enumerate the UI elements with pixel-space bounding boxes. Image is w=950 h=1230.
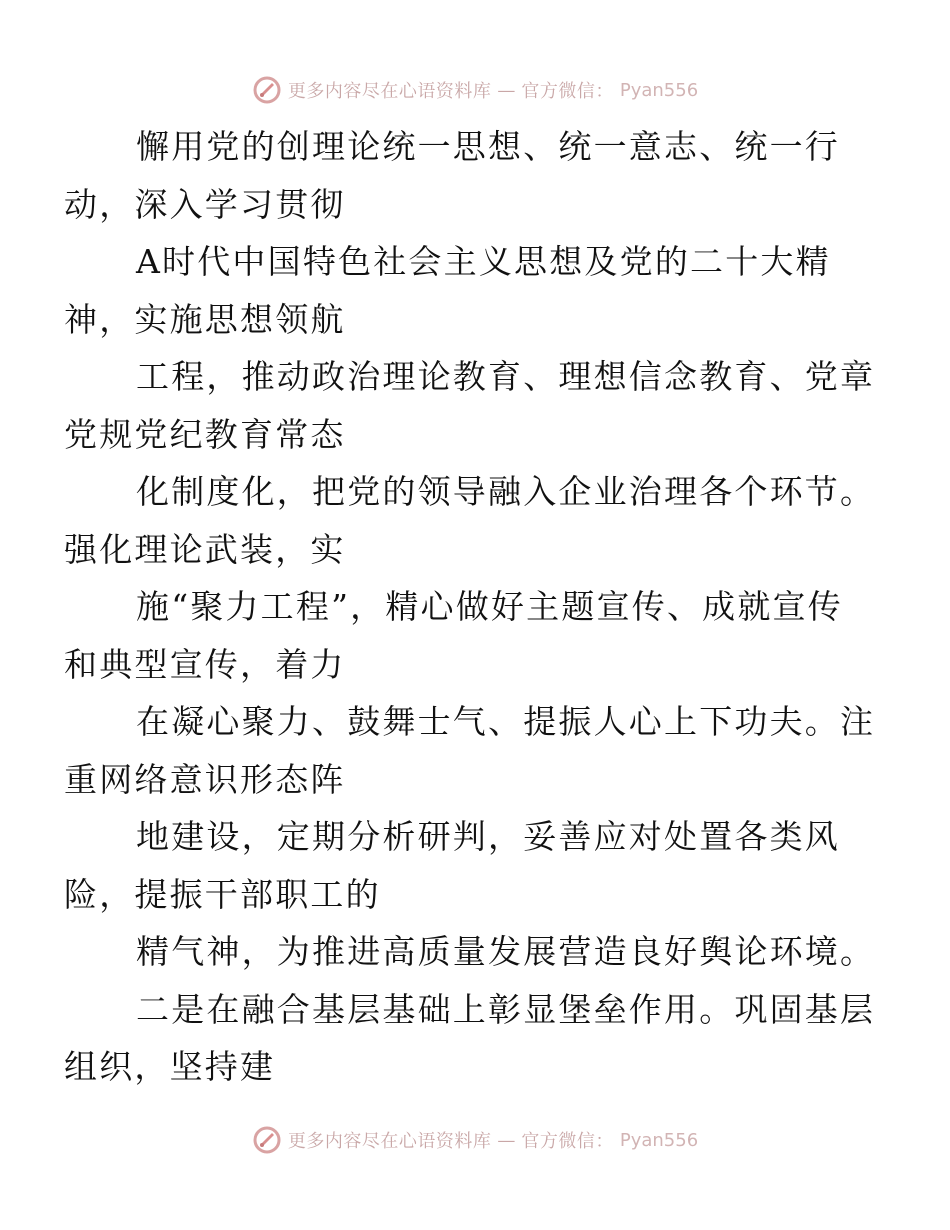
watermark-separator: — — [497, 79, 516, 101]
watermark-handle: Pyan556 — [619, 1129, 699, 1151]
text-line: 动，深入学习贯彻 — [64, 184, 346, 224]
text-line: 重网络意识形态阵 — [64, 759, 346, 799]
watermark-wechat-label: 官方微信： — [521, 81, 614, 102]
document-body — [64, 118, 876, 1096]
text-line: 二是在融合基层基础上彰显堡垒作用。巩固基层 — [136, 989, 876, 1029]
paragraph — [64, 118, 860, 233]
text-line: 地建设，定期分析研判，妥善应对处置各类风 — [136, 817, 840, 856]
logo-icon — [252, 75, 282, 105]
text-line: 和典型宣传，着力 — [64, 644, 346, 684]
text-line: 精气神，为推进高质量发展营造良好舆论环境。 — [136, 932, 876, 971]
paragraph — [64, 463, 876, 578]
text-line: 神，实施思想领航 — [64, 299, 346, 339]
paragraph — [64, 808, 860, 923]
text-line: 险，提振干部职工的 — [64, 874, 381, 914]
footer-watermark — [0, 1120, 950, 1160]
watermark-handle: Pyan556 — [619, 79, 699, 101]
watermark-separator: — — [497, 1129, 516, 1151]
text-line: 施“聚力工程”，精心做好主题宣传、成就宣传 — [136, 587, 843, 626]
text-line: 工程，推动政治理论教育、理想信念教育、党章 — [136, 357, 876, 396]
header-watermark — [0, 70, 950, 110]
text-line: A时代中国特色社会主义思想及党的二十大精 — [136, 242, 831, 281]
paragraph — [64, 578, 860, 693]
text-line: 强化理论武装，实 — [64, 529, 346, 569]
text-line: 化制度化，把党的领导融入企业治理各个环节。 — [136, 472, 876, 511]
watermark-brand: 更多内容尽在心语资料库 — [287, 1131, 492, 1152]
text-line: 懈用党的创理论统一思想、统一意志、统一行 — [136, 127, 840, 166]
text-line: 党规党纪教育常态 — [64, 414, 346, 454]
paragraph — [64, 981, 876, 1096]
paragraph — [100, 923, 876, 981]
paragraph — [64, 348, 876, 463]
watermark-wechat-label: 官方微信： — [521, 1131, 614, 1152]
text-line: 在凝心聚力、鼓舞士气、提振人心上下功夫。注 — [136, 702, 876, 741]
text-line: 组织，坚持建 — [64, 1047, 276, 1086]
logo-icon — [252, 1125, 282, 1155]
paragraph — [64, 233, 860, 348]
paragraph — [64, 693, 876, 808]
watermark-brand: 更多内容尽在心语资料库 — [287, 81, 492, 102]
